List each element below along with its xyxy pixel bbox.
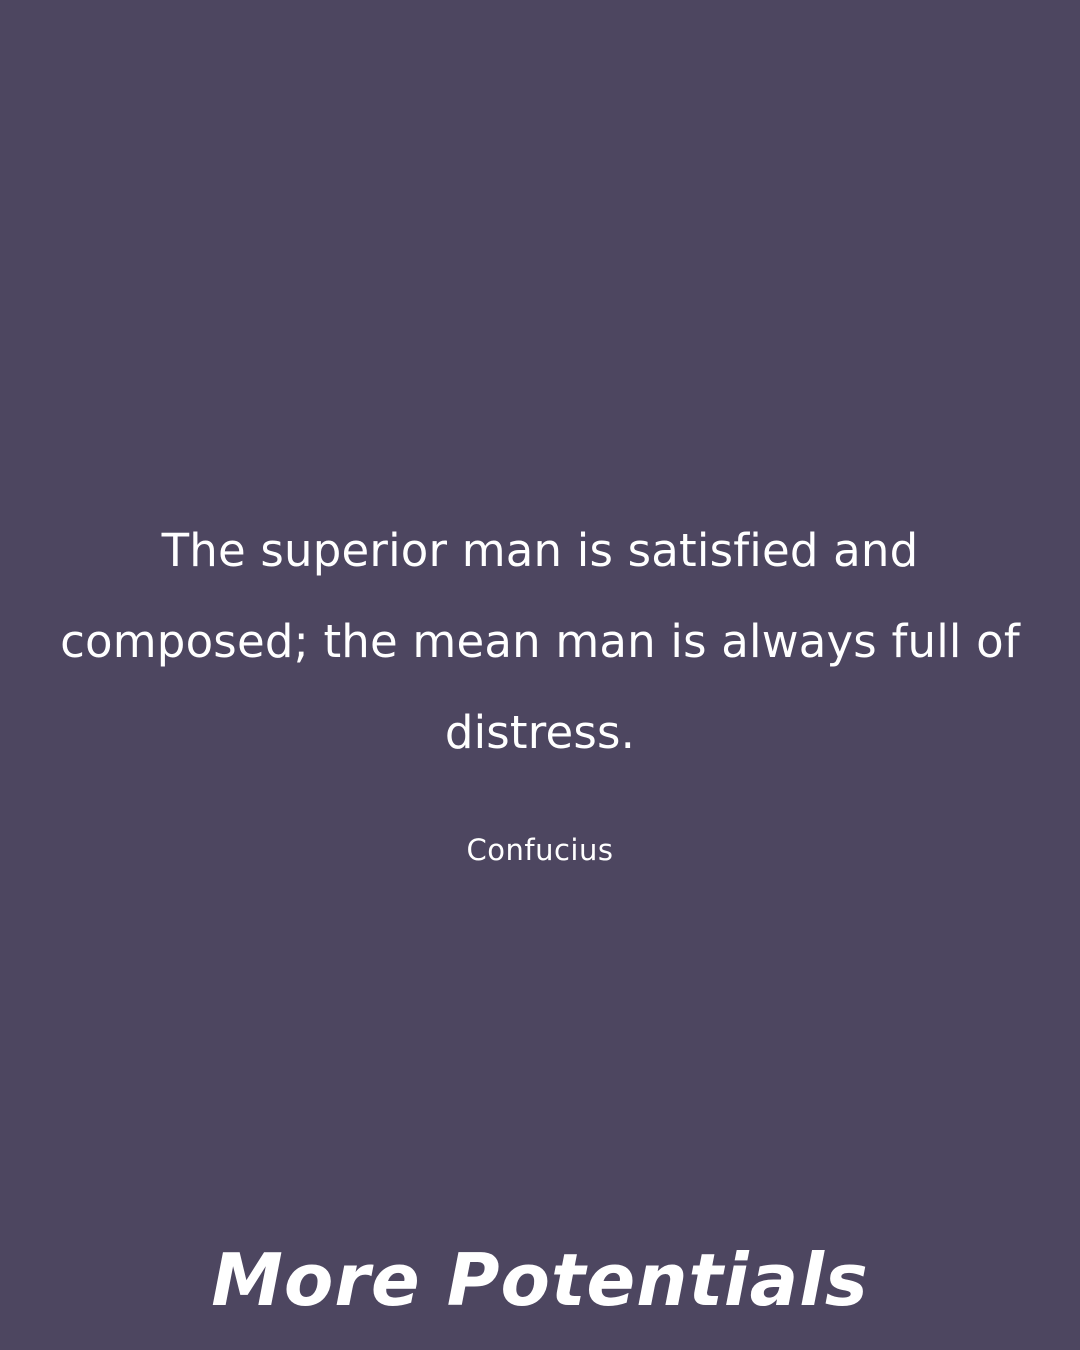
quote-block [40,505,1040,870]
quote-author: Confucius [466,833,614,867]
quote-text: The superior man is satisfied and composed; the mean man is always full of distress. [60,524,1020,759]
brand-logo: More Potentials [211,1238,869,1322]
